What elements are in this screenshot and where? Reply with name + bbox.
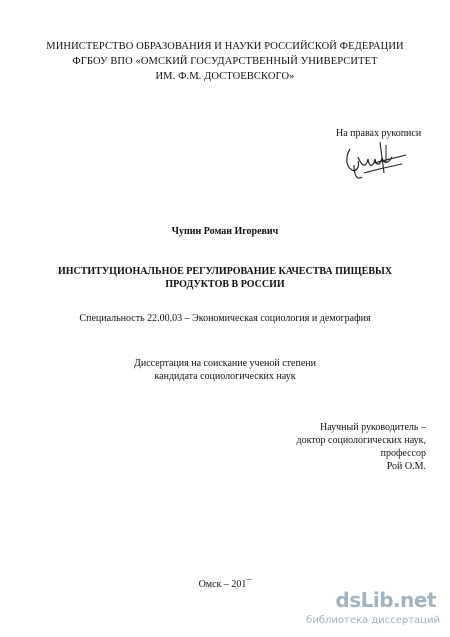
supervisor-role: Научный руководитель – xyxy=(320,422,426,433)
supervisor-block xyxy=(296,421,426,473)
supervisor-name: Рой О.М. xyxy=(386,461,426,472)
university-name-line: ИМ. Ф.М. ДОСТОЕВСКОГО» xyxy=(155,71,295,82)
manuscript-rights-note: На правах рукописи xyxy=(336,128,422,139)
specialty-line: Специальность 22.00.03 – Экономическая социология и демография xyxy=(79,313,371,324)
supervisor-title: профессор xyxy=(380,448,426,459)
handwritten-signature xyxy=(340,137,410,185)
title-line-1: ИНСТИТУЦИОНАЛЬНОЕ РЕГУЛИРОВАНИЕ КАЧЕСТВА ПИЩЕВЫХ xyxy=(57,266,393,277)
dslib-logo: dsLib.net xyxy=(335,588,436,612)
dissertation-title xyxy=(0,265,450,291)
degree-line-2: кандидата социологических наук xyxy=(154,371,296,382)
author-name: Чупин Роман Игоревич xyxy=(171,226,279,237)
city-year: Омск – 201¯ xyxy=(198,579,252,590)
degree-line-1: Диссертация на соискание ученой степени xyxy=(134,358,316,369)
degree-statement xyxy=(0,357,450,383)
dslib-subtitle: библиотека диссертаций xyxy=(306,615,440,626)
ministry-line: МИНИСТЕРСТВО ОБРАЗОВАНИЯ И НАУКИ РОССИЙСКОЙ ФЕДЕРАЦИИ xyxy=(46,41,404,52)
title-line-2: ПРОДУКТОВ В РОССИИ xyxy=(165,279,285,290)
university-line: ФГБОУ ВПО «ОМСКИЙ ГОСУДАРСТВЕННЫЙ УНИВЕРСИТЕТ xyxy=(72,56,378,67)
institution-header xyxy=(0,39,450,84)
dslib-watermark xyxy=(306,588,446,634)
supervisor-degree: доктор социологических наук, xyxy=(296,435,426,446)
